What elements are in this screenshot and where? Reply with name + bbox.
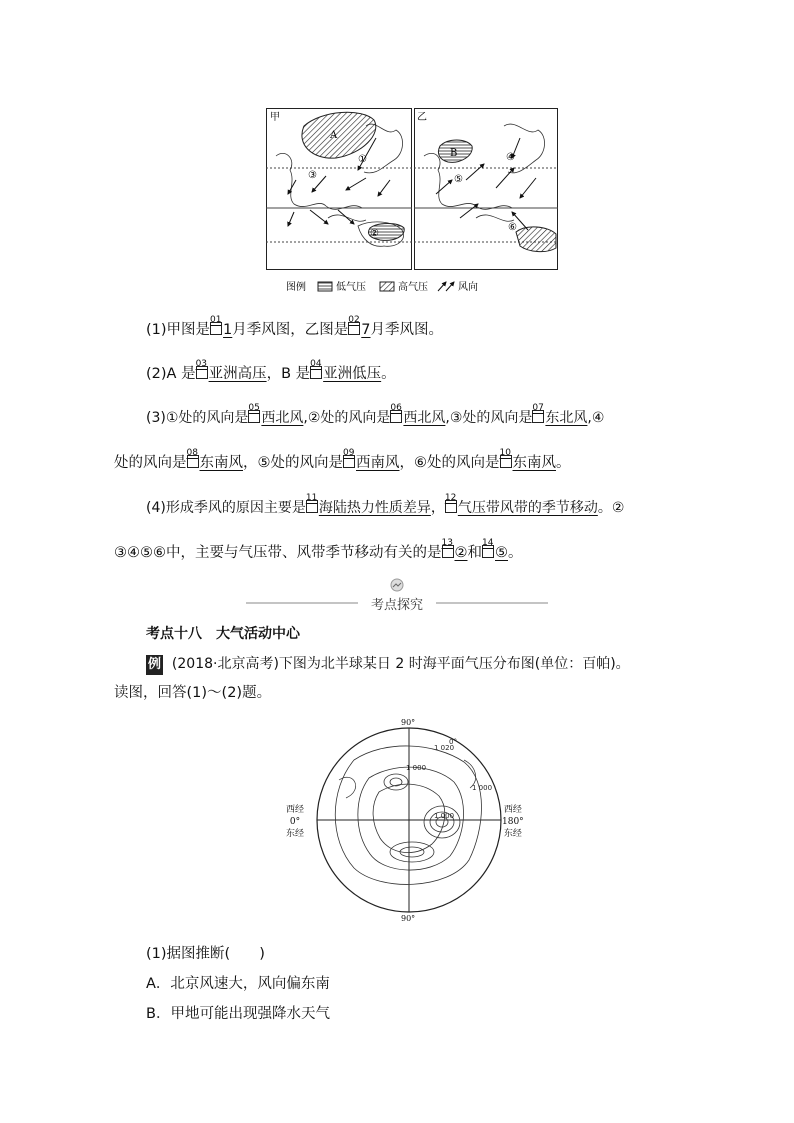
monsoon-maps-svg [266, 108, 558, 298]
blank-number: 07 [532, 403, 544, 413]
blank-number: 10 [499, 448, 511, 458]
blank-answer: 气压带风带的季节移动 [457, 500, 598, 516]
divider-emblem-icon [391, 579, 403, 591]
q3-text-a: (3)①处的风向是 [146, 410, 249, 426]
q3-text-h: 。 [556, 455, 571, 471]
map-left-label: 甲 [270, 112, 280, 123]
blank-answer: 东北风 [545, 410, 588, 426]
blank-01 [210, 315, 233, 340]
blank-answer: 亚洲高压 [208, 366, 267, 382]
label-A: A [330, 130, 338, 141]
blank-12 [444, 493, 598, 518]
example-text-1: (2018·北京高考)下图为北半球某日 2 时海平面气压分布图(单位：百帕)。 [171, 656, 630, 672]
polar-left-label-1: 西经 [286, 805, 305, 815]
blank-answer: 东南风 [512, 455, 556, 471]
blank-04 [310, 359, 382, 384]
q2-text-c: 。 [381, 366, 396, 382]
blank-13 [441, 538, 468, 563]
iso-label-3: 0° [449, 738, 457, 746]
legend-title: 图例 [286, 282, 306, 293]
blank-number: 13 [441, 538, 453, 548]
blank-number: 03 [195, 359, 208, 369]
blank-14 [482, 538, 508, 563]
blank-number: 06 [390, 403, 402, 413]
mc-option-b[interactable]: B．甲地可能出现强降水天气 [146, 1006, 330, 1022]
blank-03 [195, 359, 267, 384]
blank-number: 12 [444, 493, 457, 503]
label-circle-5: ⑤ [454, 174, 463, 185]
blank-number: 14 [482, 538, 494, 548]
polar-right-labels [502, 804, 524, 840]
polar-bottom-label: 90° [401, 914, 416, 923]
polar-top-label: 90° [401, 718, 416, 727]
q3-text-c: ,③处的风向是 [445, 410, 533, 426]
blank-08 [186, 448, 244, 473]
iso-label-2: 1 000 [406, 764, 427, 772]
q4-text-a: (4)形成季风的原因主要是 [146, 500, 306, 516]
iso-label-4: 1 000 [434, 812, 455, 820]
q4-text-d: ③④⑤⑥中，主要与气压带、风带季节移动有关的是 [114, 545, 442, 561]
label-B: B [450, 148, 458, 159]
q1-text-a: (1)甲图是 [146, 322, 211, 338]
blank-number: 11 [305, 493, 318, 503]
polar-right-label-1: 西经 [503, 805, 522, 815]
q3-text-g: ，⑥处的风向是 [399, 455, 500, 471]
blank-number: 08 [186, 448, 198, 458]
example-line-2: 读图，回答(1)～(2)题。 [114, 685, 272, 701]
blank-answer: 7 [361, 322, 371, 338]
question-4-line-2 [114, 538, 523, 563]
blank-07 [532, 403, 588, 428]
polar-left-label-3: 东经 [286, 829, 305, 839]
blank-05 [248, 403, 304, 428]
blank-answer: ⑤ [495, 545, 508, 561]
polar-left-label-2: 0° [289, 817, 301, 827]
label-circle-2: ② [370, 228, 379, 239]
blank-06 [390, 403, 446, 428]
blank-number: 02 [348, 315, 360, 325]
q4-text-c: 。② [597, 500, 625, 516]
blank-number: 04 [310, 359, 322, 369]
legend-wind: 风向 [458, 282, 478, 293]
q4-text-e: 和 [467, 545, 482, 561]
q3-text-f: ，⑤处的风向是 [243, 455, 343, 471]
polar-left-labels [286, 804, 304, 840]
legend-low: 低气压 [336, 282, 366, 293]
blank-answer: 西南风 [356, 455, 400, 471]
polar-pressure-map [284, 720, 534, 928]
q3-text-b: ,②处的风向是 [303, 410, 391, 426]
question-1 [146, 315, 444, 340]
blank-answer: 亚洲低压 [323, 366, 382, 382]
section-divider [246, 578, 548, 614]
blank-number: 01 [210, 315, 222, 325]
q2-text-a: (2)A 是 [146, 366, 196, 382]
q4-text-f: 。 [508, 545, 523, 561]
question-4-line-1 [146, 493, 625, 518]
blank-answer: 西北风 [403, 410, 446, 426]
q3-text-e: 处的风向是 [114, 455, 187, 471]
blank-answer: 东南风 [199, 455, 243, 471]
blank-11 [305, 493, 431, 518]
q2-text-b: ，B 是 [266, 366, 311, 382]
iso-label-5: 1 000 [472, 784, 493, 792]
label-circle-4: ④ [506, 152, 515, 163]
polar-right-label-2: 180° [502, 817, 524, 827]
iso-label-1: 1 020 [434, 744, 455, 752]
blank-02 [348, 315, 371, 340]
polar-right-label-3: 东经 [503, 829, 522, 839]
q1-text-c: 月季风图。 [370, 322, 444, 338]
question-3-line-2 [114, 448, 571, 473]
example-line-1 [146, 654, 630, 675]
section-title: 考点十八 大气活动中心 [146, 626, 300, 642]
mc-option-a[interactable]: A．北京风速大，风向偏东南 [146, 976, 330, 992]
q4-text-b: ， [430, 500, 445, 516]
question-3-line-1 [146, 403, 605, 428]
q1-text-b: 月季风图，乙图是 [232, 322, 349, 338]
divider-label: 考点探究 [370, 598, 423, 613]
monsoon-figure [266, 108, 558, 298]
blank-10 [499, 448, 557, 473]
map-right-label: 乙 [417, 112, 427, 123]
example-badge: 例 [146, 655, 163, 675]
blank-answer: 西北风 [261, 410, 304, 426]
blank-answer: 1 [223, 322, 233, 338]
q3-text-d: ,④ [587, 410, 605, 426]
blank-number: 05 [248, 403, 260, 413]
label-circle-1: ① [358, 154, 367, 165]
legend-high: 高气压 [398, 282, 428, 293]
label-circle-6: ⑥ [508, 222, 517, 233]
blank-09 [343, 448, 400, 473]
label-circle-3: ③ [308, 170, 317, 181]
mc-stem: (1)据图推断( ) [146, 946, 265, 962]
blank-answer: 海陆热力性质差异 [318, 500, 431, 516]
blank-answer: ② [454, 545, 468, 561]
question-2 [146, 359, 396, 384]
blank-number: 09 [343, 448, 355, 458]
